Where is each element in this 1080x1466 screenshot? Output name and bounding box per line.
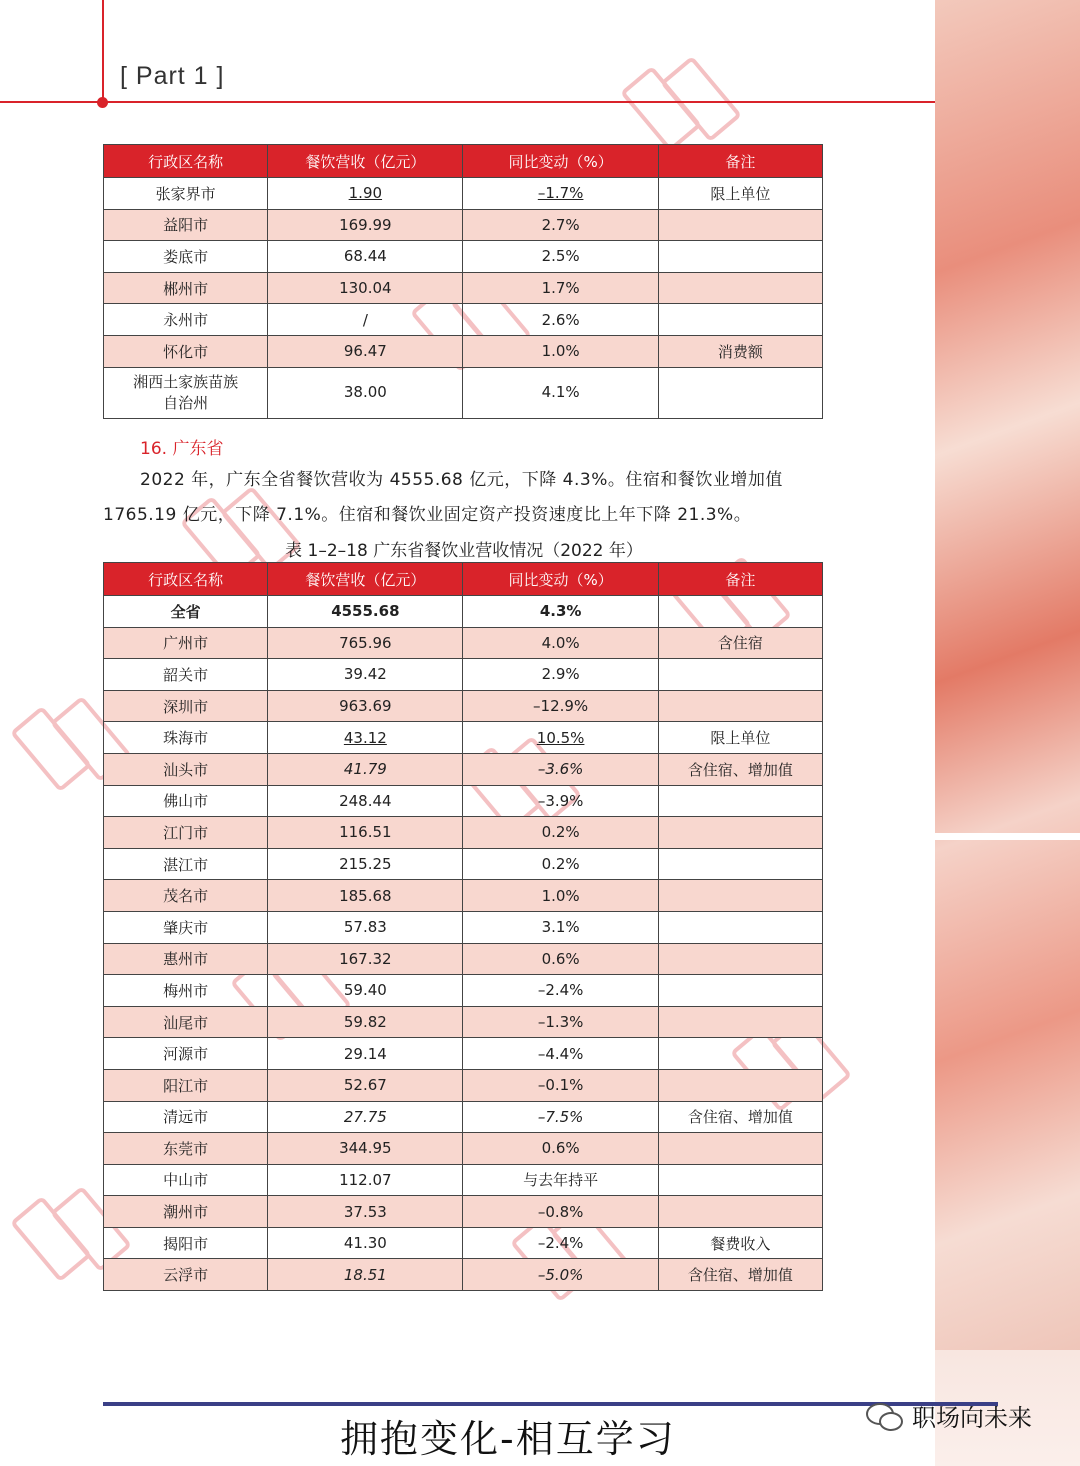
cell-note xyxy=(658,1069,822,1101)
cell-change: 4.3% xyxy=(463,596,658,628)
col-header-note: 备注 xyxy=(658,563,822,596)
table-row xyxy=(104,178,823,210)
table-row xyxy=(104,1259,823,1291)
cell-region: 茂名市 xyxy=(104,880,268,912)
table-row xyxy=(104,975,823,1007)
cell-change: 1.0% xyxy=(463,335,658,367)
cell-change: –1.3% xyxy=(463,1006,658,1038)
col-header-revenue: 餐饮营收（亿元） xyxy=(268,145,463,178)
cell-note xyxy=(658,272,822,304)
cell-note xyxy=(658,975,822,1007)
cell-revenue: 37.53 xyxy=(268,1196,463,1228)
cell-revenue: 41.79 xyxy=(268,753,463,785)
cell-note xyxy=(658,785,822,817)
cell-region: 深圳市 xyxy=(104,690,268,722)
cell-note xyxy=(658,367,822,418)
cell-revenue: 43.12 xyxy=(268,722,463,754)
table-row xyxy=(104,1227,823,1259)
cell-region: 肇庆市 xyxy=(104,911,268,943)
cell-revenue: 248.44 xyxy=(268,785,463,817)
cell-change: 3.1% xyxy=(463,911,658,943)
header-rule-dot xyxy=(97,97,108,108)
cell-region: 河源市 xyxy=(104,1038,268,1070)
table-row xyxy=(104,848,823,880)
footer-slogan: 拥抱变化-相互学习 xyxy=(340,1417,676,1461)
cell-revenue: 27.75 xyxy=(268,1101,463,1133)
guangdong-city-table xyxy=(103,562,823,1291)
cell-change: –0.1% xyxy=(463,1069,658,1101)
cell-note xyxy=(658,943,822,975)
cell-note xyxy=(658,848,822,880)
cell-region: 全省 xyxy=(104,596,268,628)
cell-change: –7.5% xyxy=(463,1101,658,1133)
header-vertical-rule xyxy=(102,0,104,102)
table-row xyxy=(104,659,823,691)
cell-revenue: 18.51 xyxy=(268,1259,463,1291)
cell-revenue: 96.47 xyxy=(268,335,463,367)
wechat-account-badge[interactable] xyxy=(866,1398,1032,1433)
cell-change: 0.6% xyxy=(463,943,658,975)
col-header-change: 同比变动（%） xyxy=(463,145,658,178)
cell-revenue: 1.90 xyxy=(268,178,463,210)
region-line-1: 湘西土家族苗族 xyxy=(133,372,239,391)
cell-change: 0.2% xyxy=(463,817,658,849)
cell-revenue: 215.25 xyxy=(268,848,463,880)
cell-region: 韶关市 xyxy=(104,659,268,691)
col-header-region: 行政区名称 xyxy=(104,145,268,178)
cell-revenue: 38.00 xyxy=(268,367,463,418)
cell-note: 限上单位 xyxy=(658,722,822,754)
cell-note: 限上单位 xyxy=(658,178,822,210)
cell-region: 梅州市 xyxy=(104,975,268,1007)
cell-note xyxy=(658,596,822,628)
cell-revenue: 57.83 xyxy=(268,911,463,943)
cell-region: 张家界市 xyxy=(104,178,268,210)
cell-region: 清远市 xyxy=(104,1101,268,1133)
cell-change: 2.5% xyxy=(463,241,658,273)
wechat-account-name: 职场向未来 xyxy=(912,1404,1032,1432)
cell-revenue: 52.67 xyxy=(268,1069,463,1101)
table-row xyxy=(104,785,823,817)
cell-note: 含住宿、增加值 xyxy=(658,1101,822,1133)
col-header-revenue: 餐饮营收（亿元） xyxy=(268,563,463,596)
cell-revenue: 68.44 xyxy=(268,241,463,273)
cell-revenue: 29.14 xyxy=(268,1038,463,1070)
table-row xyxy=(104,1164,823,1196)
footer-rule xyxy=(103,1402,998,1406)
cell-change: 4.0% xyxy=(463,627,658,659)
cell-note xyxy=(658,241,822,273)
col-header-note: 备注 xyxy=(658,145,822,178)
cell-revenue: 344.95 xyxy=(268,1133,463,1165)
cell-revenue: 167.32 xyxy=(268,943,463,975)
table-row xyxy=(104,367,823,418)
cell-revenue: 185.68 xyxy=(268,880,463,912)
table-row xyxy=(104,241,823,273)
table-row xyxy=(104,1038,823,1070)
cell-region xyxy=(104,367,268,418)
cell-note xyxy=(658,209,822,241)
table-row xyxy=(104,596,823,628)
cell-region: 娄底市 xyxy=(104,241,268,273)
table-row xyxy=(104,304,823,336)
cell-change: 1.7% xyxy=(463,272,658,304)
cell-note: 含住宿、增加值 xyxy=(658,753,822,785)
cell-revenue: 169.99 xyxy=(268,209,463,241)
cell-note xyxy=(658,1133,822,1165)
photo-gap xyxy=(935,833,1080,840)
cell-region: 云浮市 xyxy=(104,1259,268,1291)
cell-region: 湛江市 xyxy=(104,848,268,880)
cell-revenue: 130.04 xyxy=(268,272,463,304)
cell-change: –12.9% xyxy=(463,690,658,722)
cell-region: 汕头市 xyxy=(104,753,268,785)
table-row xyxy=(104,817,823,849)
cell-change: 与去年持平 xyxy=(463,1164,658,1196)
table-row xyxy=(104,272,823,304)
cell-region: 汕尾市 xyxy=(104,1006,268,1038)
wechat-icon xyxy=(866,1401,904,1431)
cell-change: –4.4% xyxy=(463,1038,658,1070)
cell-note xyxy=(658,1196,822,1228)
cell-note xyxy=(658,1164,822,1196)
side-photo-strip xyxy=(935,0,1080,1466)
header-horizontal-rule xyxy=(0,101,935,103)
cell-change: –2.4% xyxy=(463,1227,658,1259)
cell-change: –3.9% xyxy=(463,785,658,817)
cell-note xyxy=(658,690,822,722)
cell-change: 2.7% xyxy=(463,209,658,241)
cell-region: 珠海市 xyxy=(104,722,268,754)
cell-region: 揭阳市 xyxy=(104,1227,268,1259)
cell-change: –2.4% xyxy=(463,975,658,1007)
section-paragraph-line-1: 2022 年，广东全省餐饮营收为 4555.68 亿元，下降 4.3%。住宿和餐饮业增加值 xyxy=(140,470,783,490)
cell-note: 含住宿、增加值 xyxy=(658,1259,822,1291)
cell-change: 0.2% xyxy=(463,848,658,880)
table-row xyxy=(104,1069,823,1101)
table-row xyxy=(104,1006,823,1038)
region-line-2: 自治州 xyxy=(163,393,209,412)
cell-region: 佛山市 xyxy=(104,785,268,817)
cell-note xyxy=(658,1006,822,1038)
table-row xyxy=(104,753,823,785)
cell-region: 中山市 xyxy=(104,1164,268,1196)
cell-note xyxy=(658,1038,822,1070)
cell-region: 东莞市 xyxy=(104,1133,268,1165)
cell-change: –5.0% xyxy=(463,1259,658,1291)
cell-note xyxy=(658,817,822,849)
cell-change: 1.0% xyxy=(463,880,658,912)
cell-revenue: 39.42 xyxy=(268,659,463,691)
cell-note xyxy=(658,880,822,912)
cell-region: 广州市 xyxy=(104,627,268,659)
cell-note xyxy=(658,304,822,336)
cell-region: 郴州市 xyxy=(104,272,268,304)
cell-change: –3.6% xyxy=(463,753,658,785)
table-caption: 表 1–2–18 广东省餐饮业营收情况（2022 年） xyxy=(285,541,643,561)
cell-change: 0.6% xyxy=(463,1133,658,1165)
table-row xyxy=(104,690,823,722)
part-label: [ Part 1 ] xyxy=(120,62,225,90)
cell-revenue: 963.69 xyxy=(268,690,463,722)
table-row xyxy=(104,1196,823,1228)
cell-revenue: 765.96 xyxy=(268,627,463,659)
table-row xyxy=(104,1101,823,1133)
cell-revenue: / xyxy=(268,304,463,336)
col-header-change: 同比变动（%） xyxy=(463,563,658,596)
table-row xyxy=(104,722,823,754)
cell-change: –0.8% xyxy=(463,1196,658,1228)
cell-revenue: 112.07 xyxy=(268,1164,463,1196)
cell-note xyxy=(658,911,822,943)
table-row xyxy=(104,209,823,241)
cell-region: 潮州市 xyxy=(104,1196,268,1228)
table-row xyxy=(104,335,823,367)
cell-change: 10.5% xyxy=(463,722,658,754)
cell-region: 惠州市 xyxy=(104,943,268,975)
hunan-city-table xyxy=(103,144,823,419)
table-row xyxy=(104,943,823,975)
cell-region: 永州市 xyxy=(104,304,268,336)
cell-region: 益阳市 xyxy=(104,209,268,241)
cell-change: 2.9% xyxy=(463,659,658,691)
col-header-region: 行政区名称 xyxy=(104,563,268,596)
cell-revenue: 4555.68 xyxy=(268,596,463,628)
cell-region: 阳江市 xyxy=(104,1069,268,1101)
cell-note: 餐费收入 xyxy=(658,1227,822,1259)
table-row xyxy=(104,627,823,659)
cell-region: 怀化市 xyxy=(104,335,268,367)
cell-revenue: 116.51 xyxy=(268,817,463,849)
section-title: 16. 广东省 xyxy=(140,439,224,459)
cell-revenue: 59.40 xyxy=(268,975,463,1007)
cell-revenue: 59.82 xyxy=(268,1006,463,1038)
cell-note: 含住宿 xyxy=(658,627,822,659)
table-row xyxy=(104,1133,823,1165)
table-header-row xyxy=(104,145,823,178)
cell-change: –1.7% xyxy=(463,178,658,210)
cell-region: 江门市 xyxy=(104,817,268,849)
table-row xyxy=(104,911,823,943)
cell-revenue: 41.30 xyxy=(268,1227,463,1259)
cell-change: 4.1% xyxy=(463,367,658,418)
cell-change: 2.6% xyxy=(463,304,658,336)
cell-note: 消费额 xyxy=(658,335,822,367)
table-header-row xyxy=(104,563,823,596)
cell-note xyxy=(658,659,822,691)
section-paragraph-line-2: 1765.19 亿元，下降 7.1%。住宿和餐饮业固定资产投资速度比上年下降 21.3%。 xyxy=(103,505,752,525)
table-row xyxy=(104,880,823,912)
